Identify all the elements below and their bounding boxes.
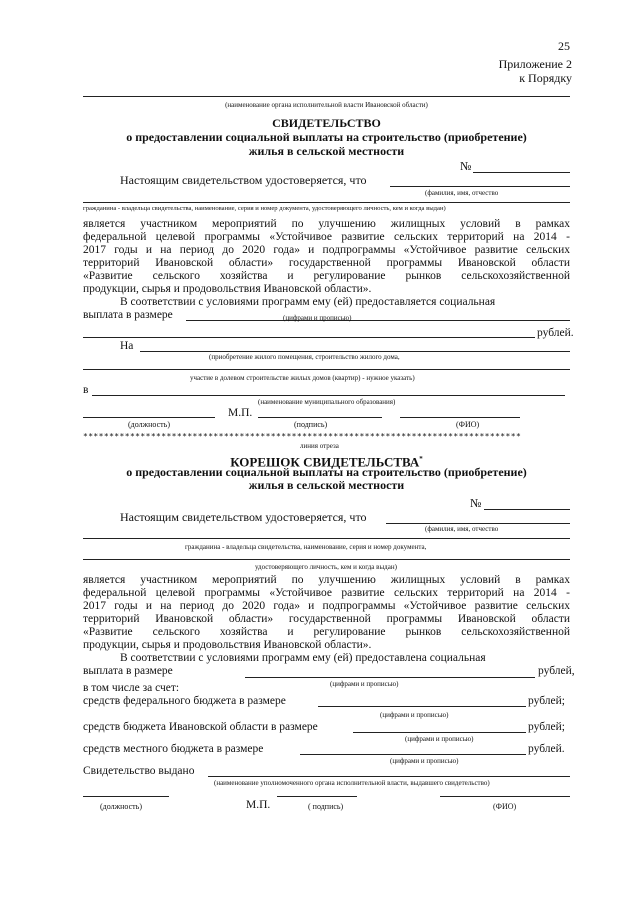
in-label: в bbox=[83, 384, 89, 396]
page-number: 25 bbox=[558, 39, 570, 53]
rubles-label: рублей. bbox=[537, 327, 574, 339]
shared-line bbox=[83, 369, 570, 370]
according-text: В соответствии с условиями программ ему (ей) предоставляется социальная bbox=[120, 296, 496, 308]
purpose-line bbox=[140, 351, 570, 352]
stub-fio-line bbox=[386, 523, 570, 524]
certifies-text: Настоящим свидетельством удостоверяется, что bbox=[120, 173, 367, 187]
stub-number-line bbox=[484, 509, 570, 510]
authority-caption: (наименование органа исполнительной власти Ивановской области) bbox=[225, 101, 428, 109]
stamp-place: М.П. bbox=[228, 407, 253, 419]
stub-position-line bbox=[83, 796, 169, 797]
issued-label: Свидетельство выдано bbox=[83, 765, 195, 777]
stub-subtitle-2: жилья в сельской местности bbox=[248, 478, 405, 492]
appendix-label: Приложение 2 bbox=[498, 57, 572, 71]
local-line bbox=[300, 754, 526, 755]
stub-title: КОРЕШОК СВИДЕТЕЛЬСТВА* bbox=[230, 454, 423, 470]
certificate-subtitle-2: жилья в сельской местности bbox=[248, 144, 405, 158]
payment-line bbox=[186, 320, 570, 321]
stub-name-caption: (ФИО) bbox=[493, 802, 517, 811]
body-line-6: продукции, сырья и продовольствия Ивановской области». bbox=[83, 283, 372, 295]
number-sign: № bbox=[460, 159, 472, 173]
including-text: в том числе за счет: bbox=[83, 682, 180, 694]
stub-body-line-5: «Развитие сельского хозяйства и регулирование рынков сельскохозяйственной bbox=[83, 626, 570, 638]
purpose-caption: (приобретение жилого помещения, строительство жилого дома, bbox=[209, 353, 400, 361]
stub-payment-line bbox=[245, 677, 535, 678]
stub-stamp-place: М.П. bbox=[246, 799, 271, 811]
cut-line: ************************************************************************************ bbox=[83, 432, 522, 441]
position-line bbox=[83, 417, 215, 418]
stub-body-line-4: территорий Ивановской области» государственной программы Ивановской области bbox=[83, 613, 570, 625]
stub-subtitle: о предоставлении социальной выплаты на строительство (приобретение) bbox=[126, 465, 527, 479]
stub-citizen-line bbox=[83, 538, 570, 539]
stub-citizen-caption: гражданина - владельца свидетельства, наименование, серия и номер документа, bbox=[185, 543, 427, 551]
local-rubles: рублей. bbox=[528, 743, 565, 755]
federal-line bbox=[318, 706, 526, 707]
stub-body-line-3: 2017 годы и на период до 2020 года» и подпрограммы «Устойчивое развитие сельских bbox=[83, 600, 570, 612]
number-line bbox=[473, 172, 570, 173]
issued-caption: (наименование уполномоченного органа исполнительной власти, выдавшего свидетельство) bbox=[214, 779, 490, 787]
federal-label: средств федерального бюджета в размере bbox=[83, 695, 286, 707]
regional-caption: (цифрами и прописью) bbox=[405, 735, 474, 743]
appendix-order: к Порядку bbox=[519, 71, 572, 85]
body-line-4: территорий Ивановской области» государственной программы Ивановской области bbox=[83, 257, 570, 269]
federal-rubles: рублей; bbox=[528, 695, 565, 707]
stub-body-line-1: является участником мероприятий по улучшению жилищных условий в рамках bbox=[83, 574, 570, 586]
body-line-5: «Развитие сельского хозяйства и регулирование рынков сельскохозяйственной bbox=[83, 270, 570, 282]
stub-according: В соответствии с условиями программ ему (ей) предоставлена социальная bbox=[120, 652, 486, 664]
fio-line bbox=[390, 186, 570, 187]
regional-rubles: рублей; bbox=[528, 721, 565, 733]
position-caption: (должность) bbox=[128, 420, 170, 429]
shared-caption: участие в долевом строительстве жилых домов (квартир) - нужное указать) bbox=[190, 374, 415, 382]
authority-line bbox=[83, 96, 570, 97]
local-caption: (цифрами и прописью) bbox=[390, 757, 459, 765]
in-words-caption: (цифрами и прописью) bbox=[283, 314, 352, 322]
fio-caption: (фамилия, имя, отчество bbox=[425, 189, 499, 197]
federal-caption: (цифрами и прописью) bbox=[380, 711, 449, 719]
stub-certifies: Настоящим свидетельством удостоверяется, что bbox=[120, 510, 367, 524]
signature-line bbox=[258, 417, 382, 418]
stub-body-line-6: продукции, сырья и продовольствия Ивановской области». bbox=[83, 639, 372, 651]
stub-in-words-caption: (цифрами и прописью) bbox=[330, 680, 399, 688]
certificate-subtitle: о предоставлении социальной выплаты на строительство (приобретение) bbox=[126, 130, 527, 144]
body-line-2: федеральной целевой программы «Устойчивое развитие сельских территорий на 2014 - bbox=[83, 231, 570, 243]
stub-fio-caption: (фамилия, имя, отчество bbox=[425, 525, 499, 533]
certificate-title: СВИДЕТЕЛЬСТВО bbox=[272, 116, 381, 130]
local-label: средств местного бюджета в размере bbox=[83, 743, 264, 755]
name-caption: (ФИО) bbox=[456, 420, 480, 429]
stub-doc-caption: удостоверяющего личность, кем и когда выдан) bbox=[255, 563, 397, 571]
stub-position-caption: (должность) bbox=[100, 802, 142, 811]
name-line bbox=[400, 417, 520, 418]
stub-rubles-comma: рублей, bbox=[538, 665, 575, 677]
citizen-line bbox=[83, 202, 570, 203]
stub-name-line bbox=[440, 796, 570, 797]
payment-label: выплата в размере bbox=[83, 309, 173, 321]
cut-line-caption: линия отреза bbox=[300, 442, 339, 450]
body-line-3: 2017 годы и на период до 2020 года» и подпрограммы «Устойчивое развитие сельских bbox=[83, 244, 570, 256]
stub-signature-line bbox=[277, 796, 357, 797]
issued-line bbox=[208, 776, 570, 777]
regional-label: средств бюджета Ивановской области в размере bbox=[83, 721, 318, 733]
signature-caption: (подпись) bbox=[294, 420, 328, 429]
body-line-1: является участником мероприятий по улучшению жилищных условий в рамках bbox=[83, 218, 570, 230]
for-label: На bbox=[120, 340, 134, 352]
municipality-caption: (наименование муниципального образования) bbox=[258, 398, 396, 406]
stub-payment-label: выплата в размере bbox=[83, 665, 173, 677]
citizen-doc-caption: гражданина - владельца свидетельства, наименование, серия и номер документа, удостоверяющего личность, кем и когда выдан) bbox=[83, 205, 446, 212]
stub-body-line-2: федеральной целевой программы «Устойчивое развитие сельских территорий на 2014 - bbox=[83, 587, 570, 599]
regional-line bbox=[353, 732, 526, 733]
stub-number-sign: № bbox=[470, 496, 482, 510]
stub-doc-line bbox=[83, 559, 570, 560]
payment-line-2 bbox=[83, 337, 535, 338]
municipality-line bbox=[92, 395, 565, 396]
stub-signature-caption: ( подпись) bbox=[308, 802, 344, 811]
